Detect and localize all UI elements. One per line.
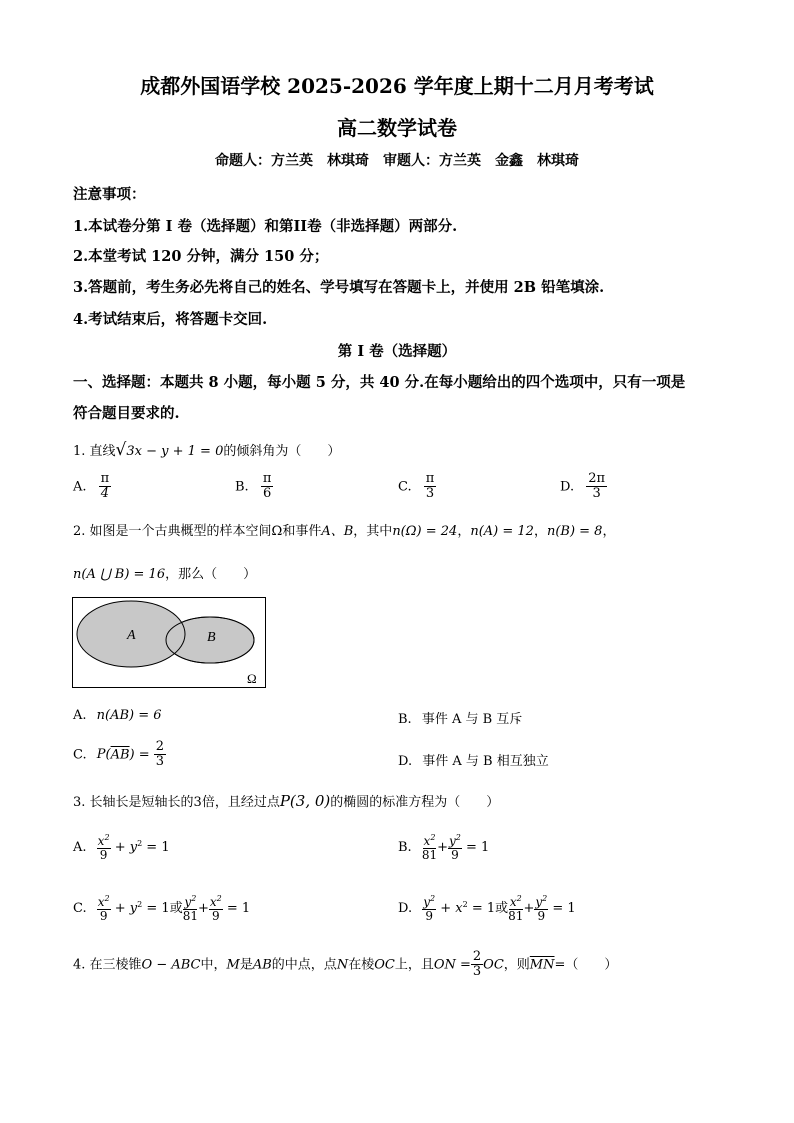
q2-option-c-mid: ) =: [129, 747, 150, 763]
q3-point: P(3, 0): [279, 792, 331, 810]
q2-option-a[interactable]: [73, 708, 162, 723]
q3a-exp: 2: [104, 833, 110, 842]
q3c-den1: 9: [99, 908, 108, 923]
q3-text-b: 倍，且经过点: [201, 795, 280, 810]
q3d-eq1: = 1: [471, 901, 496, 917]
q3a-y-exp: 2: [137, 838, 143, 848]
q2-option-c-label: C.: [73, 747, 87, 763]
q3c-y2-exp: 2: [191, 894, 197, 903]
q2-omega: Ω: [271, 524, 283, 539]
q4-mn: $\overline{MN}$: [529, 957, 555, 973]
venn-label-a: A: [127, 628, 136, 643]
q2-option-b[interactable]: [398, 708, 522, 727]
q2-n-b: n(B) = 8: [546, 524, 603, 539]
q4-m: M: [226, 957, 240, 973]
q2-option-c[interactable]: [73, 740, 166, 770]
q3-option-b[interactable]: [398, 834, 489, 861]
q2-text-b: 和事件: [282, 524, 322, 539]
q4-num: 2: [472, 949, 482, 964]
q4-n: N: [336, 957, 349, 973]
q2-option-c-bar: $\overline{AB}$: [110, 747, 130, 763]
q2-n-omega: n(Ω) = 24: [392, 524, 458, 539]
q1-option-b-num: π: [262, 471, 272, 486]
q2-option-b-label: B.: [398, 712, 412, 727]
note-item-1: 1.本试卷分第 I 卷（选择题）和第II卷（非选择题）两部分.: [73, 218, 458, 235]
q2-n-a: n(A) = 12: [470, 524, 534, 539]
q3a-plus-y: + y: [114, 840, 138, 856]
q3b-y-exp: 2: [455, 833, 461, 842]
q3-option-a-label: A.: [73, 840, 87, 856]
question-4-stem: [73, 950, 617, 980]
q4-oc: OC: [374, 957, 395, 973]
q3-text-a: 3. 长轴长是短轴长的: [73, 795, 194, 810]
q4-suffix: =（ ）: [554, 957, 618, 973]
notes-heading: 注意事项：: [73, 186, 146, 203]
q2-option-d-label: D.: [398, 754, 413, 769]
exam-authors: 命题人：方兰英 林琪琦 审题人：方兰英 金鑫 林琪琦: [215, 153, 579, 169]
q2-text-c: ，其中: [353, 524, 393, 539]
q3b-den2: 9: [451, 847, 459, 862]
q4-ab: AB: [252, 957, 272, 973]
q3d-y-exp: 2: [430, 894, 436, 903]
q3d-eq2: = 1: [552, 901, 576, 917]
q3d-y: y: [423, 895, 431, 909]
q2-suffix: ，那么（ ）: [165, 567, 257, 582]
q1-option-c-num: π: [425, 471, 435, 486]
q3c-eq1: = 1: [146, 901, 170, 917]
q3c-x2-exp: 2: [216, 894, 222, 903]
q2-text-a: 2. 如图是一个古典概型的样本空间: [73, 524, 272, 539]
q3c-eq2: = 1: [226, 901, 251, 917]
q3b-plus: +: [437, 840, 449, 856]
section-instruction-2: 符合题目要求的.: [73, 405, 180, 422]
q1-option-a-den: 4: [100, 486, 110, 502]
q1-option-c-den: 3: [425, 486, 435, 502]
q3d-x2-exp: 2: [516, 894, 522, 903]
q1-option-a-num: π: [100, 471, 110, 486]
q1-option-d-label: D.: [560, 479, 575, 495]
exam-subtitle: 高二数学试卷: [337, 116, 457, 140]
q1-option-c-label: C.: [398, 479, 412, 495]
q1-option-b[interactable]: [235, 472, 273, 502]
q2-option-a-text: n(AB) = 6: [96, 708, 162, 723]
q3c-x-exp: 2: [104, 894, 110, 903]
q3b-y: y: [449, 834, 456, 848]
q1-option-a[interactable]: [73, 472, 111, 502]
q4-mid3: 的中点，点: [271, 957, 337, 973]
q4-mid1: 中，: [200, 957, 227, 973]
q1-option-d[interactable]: [560, 472, 607, 502]
q4-mid2: 是: [239, 957, 253, 973]
q3a-eq: = 1: [146, 840, 170, 856]
q2-n-union: n(A ⋃ B) = 16: [73, 567, 166, 582]
venn-label-omega: Ω: [247, 671, 257, 686]
q4-mid6: ，则: [503, 957, 530, 973]
q2-option-c-num: 2: [155, 739, 165, 754]
q2-option-d[interactable]: [398, 750, 549, 769]
q1-option-b-den: 6: [262, 486, 272, 502]
q3-option-d-label: D.: [398, 901, 413, 917]
q3d-den2: 81: [508, 908, 524, 923]
q1-suffix: 的倾斜角为（ ）: [223, 444, 341, 459]
q1-option-a-label: A.: [73, 479, 87, 495]
q3c-or: 或: [169, 901, 183, 917]
q3a-den: 9: [99, 847, 108, 862]
q1-equation: 3x − y + 1 = 0: [126, 444, 224, 459]
q2-option-d-text: 事件 A 与 B 相互独立: [422, 754, 549, 769]
question-2-stem-line2: [73, 563, 256, 582]
q3d-x2: x: [509, 895, 517, 909]
q3d-plus: +: [523, 901, 535, 917]
q3d-x-exp: 2: [462, 899, 468, 909]
q3d-or: 或: [495, 901, 509, 917]
q3b-x: x: [423, 834, 431, 848]
q2-option-b-text: 事件 A 与 B 互斥: [421, 712, 523, 727]
q3-option-a[interactable]: [73, 834, 170, 861]
q4-mid4: 在棱: [348, 957, 375, 973]
q3d-den3: 9: [537, 908, 546, 923]
q3c-x2: x: [209, 895, 217, 909]
q3c-den3: 9: [212, 908, 220, 923]
q1-prefix: 1. 直线: [73, 444, 116, 459]
venn-diagram: [72, 597, 268, 689]
q3d-y2: y: [535, 895, 543, 909]
q1-option-b-label: B.: [235, 479, 249, 495]
q2-option-c-lhs: P(: [96, 747, 111, 763]
q2-option-a-label: A.: [73, 708, 87, 723]
q4-pyramid: O − ABC: [141, 957, 201, 973]
q3b-den1: 81: [421, 847, 438, 862]
q3d-plus-x: + x: [440, 901, 463, 917]
question-3-stem: [73, 791, 499, 810]
question-2-stem-line1: 2. 如图是一个古典概型的样本空间Ω和事件A、B，其中n(Ω) = 24，n(A) = 12，n(B) = 8，: [73, 524, 616, 539]
note-item-4: 4.考试结束后，将答题卡交回.: [73, 311, 268, 328]
q3-option-b-label: B.: [398, 840, 412, 856]
q1-option-c[interactable]: [398, 472, 436, 502]
note-item-3: 3.答题前，考生务必先将自己的姓名、学号填写在答题卡上，并使用 2B 铅笔填涂.: [73, 279, 605, 296]
q3b-eq: = 1: [466, 840, 490, 856]
q3d-y2-exp: 2: [542, 894, 548, 903]
q3c-y2: y: [184, 895, 192, 909]
q4-mid5: 上，且: [394, 957, 434, 973]
q3b-x-exp: 2: [430, 833, 436, 842]
q2-events: A、B: [321, 524, 354, 539]
q4-oc2: OC: [483, 957, 504, 973]
section-title: 第 I 卷（选择题）: [337, 343, 457, 360]
q3d-den1: 9: [425, 908, 433, 923]
q3a-x: x: [97, 834, 105, 848]
q4-prefix: 4. 在三棱锥: [73, 957, 142, 973]
q3c-plus-y: + y: [114, 901, 138, 917]
q3-text-c: 的椭圆的标准方程为（ ）: [330, 795, 500, 810]
q3c-x: x: [97, 895, 105, 909]
q2-option-c-den: 3: [155, 754, 165, 770]
question-1-stem: [73, 440, 340, 460]
q1-option-d-den: 3: [592, 486, 601, 502]
q3c-plus: +: [197, 901, 209, 917]
sqrt-icon: √: [115, 440, 127, 460]
q3-option-c[interactable]: [73, 895, 250, 922]
q3-option-c-label: C.: [73, 901, 87, 917]
q3-option-d[interactable]: [398, 895, 576, 922]
q3-times: 3: [193, 795, 202, 810]
q3c-den2: 81: [182, 908, 198, 923]
q4-den: 3: [472, 964, 482, 980]
q1-option-d-num: 2π: [588, 471, 606, 486]
venn-label-b: B: [207, 630, 216, 645]
q4-on: ON =: [433, 957, 471, 973]
q3c-y-exp: 2: [137, 899, 143, 909]
exam-title: 成都外国语学校 2025-2026 学年度上期十二月月考考试: [140, 74, 654, 98]
note-item-2: 2.本堂考试 120 分钟，满分 150 分；: [73, 248, 329, 265]
section-instruction-1: 一、选择题：本题共 8 小题，每小题 5 分，共 40 分.在每小题给出的四个选项中，只有一项是: [73, 374, 686, 391]
